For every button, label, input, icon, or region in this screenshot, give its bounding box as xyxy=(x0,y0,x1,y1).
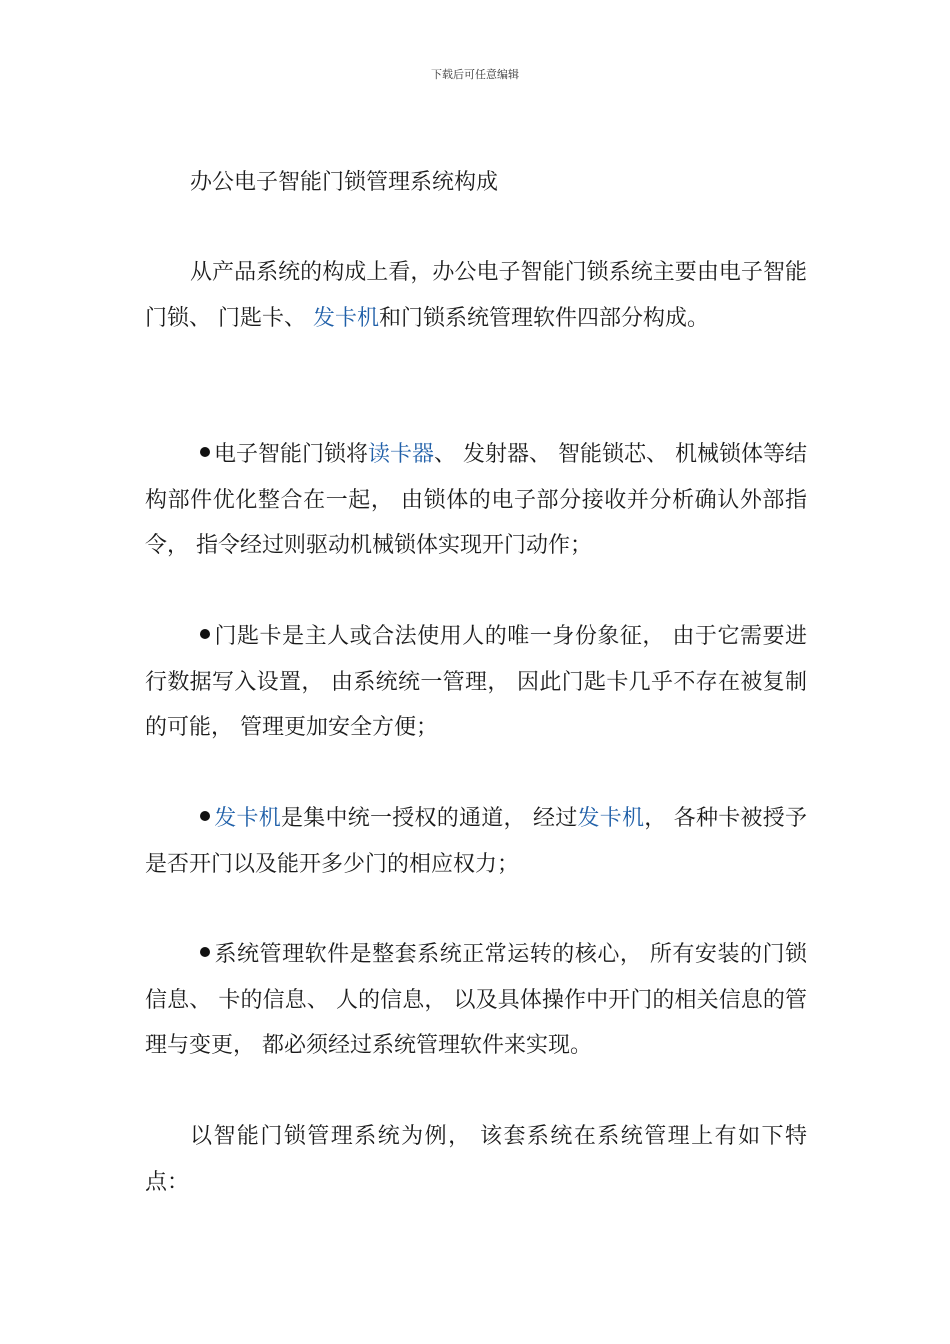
bullet3-text-2: ， 各种卡被授予是否开门以及能开多少门的相应权力； xyxy=(145,806,807,877)
bullet1-text-1: 电子智能门锁将 xyxy=(214,442,369,467)
document-title: 办公电子智能门锁管理系统构成 xyxy=(190,170,499,195)
bullet3-text-1: 是集中统一授权的通道， 经过 xyxy=(281,806,578,831)
card-issuer-link[interactable]: 发卡机 xyxy=(214,806,281,831)
intro-text-2: 和门锁系统管理软件四部分构成。 xyxy=(379,305,710,331)
bullet-dot-icon xyxy=(200,447,210,457)
bullet-paragraph-lock xyxy=(145,432,807,569)
outro-paragraph xyxy=(145,1114,807,1205)
bullet2-text-1: 门匙卡是主人或合法使用人的唯一身份象征， 由于它需要进行数据写入设置， 由系统统一管理， 因此门匙卡几乎不存在被复制的可能， 管理更加安全方便； xyxy=(145,624,807,740)
bullet-dot-icon xyxy=(200,811,210,821)
intro-paragraph xyxy=(145,250,807,341)
intro-text-1: 从产品系统的构成上看，办公电子智能门锁系统主要由电子智能门锁、 门匙卡、 xyxy=(145,260,807,331)
card-reader-link[interactable]: 读卡器 xyxy=(368,442,435,467)
card-issuer-link[interactable]: 发卡机 xyxy=(313,305,380,331)
bullet-paragraph-keycard xyxy=(145,614,807,751)
bullet-dot-icon xyxy=(200,947,210,957)
card-issuer-link[interactable]: 发卡机 xyxy=(577,806,645,831)
bullet-paragraph-software xyxy=(145,932,807,1069)
bullet4-text-1: 系统管理软件是整套系统正常运转的核心， 所有安装的门锁信息、 卡的信息、 人的信息， 以及具体操作中开门的相关信息的管理与变更， 都必须经过系统管理软件来实现。 xyxy=(145,942,807,1058)
outro-text-1: 以智能门锁管理系统为例， 该套系统在系统管理上有如下特点： xyxy=(145,1124,807,1195)
bullet-paragraph-card-issuer xyxy=(145,796,807,887)
bullet1-text-2: 、 发射器、 智能锁芯、 机械锁体等结构部件优化整合在一起， 由锁体的电子部分接收并分析确认外部指令， 指令经过则驱动机械锁体实现开门动作； xyxy=(145,442,808,558)
header-note: 下载后可任意编辑 xyxy=(431,68,519,81)
bullet-dot-icon xyxy=(200,629,210,639)
